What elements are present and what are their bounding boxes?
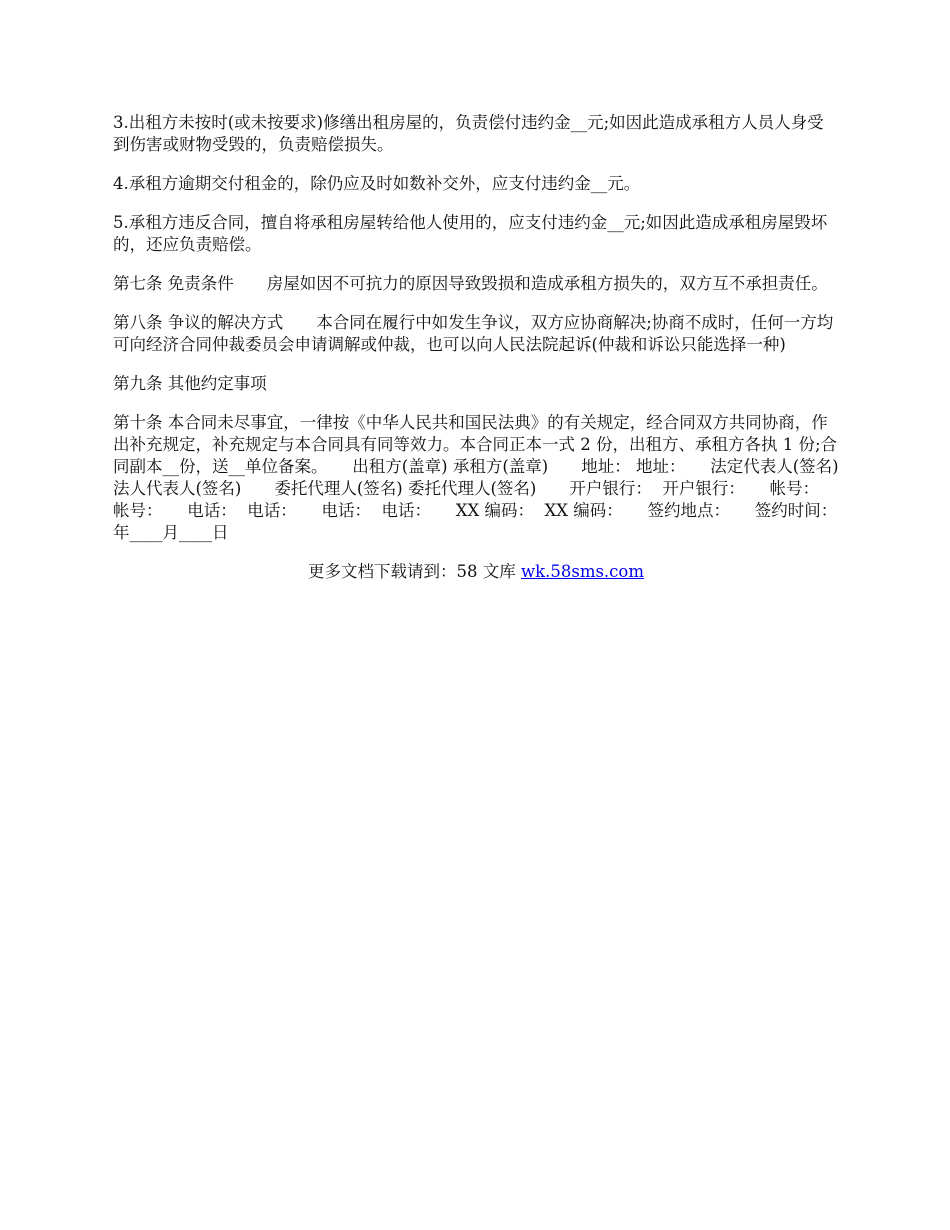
article-8-paragraph: 第八条 争议的解决方式 本合同在履行中如发生争议，双方应协商解决;协商不成时，任何一方均可向经济合同仲裁委员会申请调解或仲裁，也可以向人民法院起诉(仲裁和诉讼只能选择一种) <box>113 313 834 354</box>
footer-link[interactable]: wk.58sms.com <box>520 562 644 581</box>
clause-5-paragraph: 5.承租方违反合同，擅自将承租房屋转给他人使用的，应支付违约金__元;如因此造成承租房屋毁坏的，还应负责赔偿。 <box>113 213 828 254</box>
article-7-paragraph: 第七条 免责条件 房屋如因不可抗力的原因导致毁损和造成承租方损失的，双方互不承担责任。 <box>113 274 828 293</box>
clause-3-paragraph: 3.出租方未按时(或未按要求)修缮出租房屋的，负责偿付违约金__元;如因此造成承租方人员人身受到伤害或财物受毁的，负责赔偿损失。 <box>113 113 824 154</box>
footer-prefix: 更多文档下载请到：58 文库 <box>307 562 521 581</box>
document-body <box>113 112 844 583</box>
article-9-paragraph: 第九条 其他约定事项 <box>113 374 267 393</box>
clause-4-paragraph: 4.承租方逾期交付租金的，除仍应及时如数补交外，应支付违约金__元。 <box>113 174 641 193</box>
article-10-paragraph: 第十条 本合同未尽事宜，一律按《中华人民共和国民法典》的有关规定，经合同双方共同协商，作出补充规定，补充规定与本合同具有同等效力。本合同正本一式 2 份，出租方、承租方各执 1 份;合同副本__份，送__单位备案。 出租方(盖章) 承租方(盖章) 地址： 地址： 法定代表人(签名) 法人代表人(签名) 委托代理人(签名) 委托代理人(签名) 开户银行： 开户银行： 帐号： 帐号： 电话： 电话： 电话： 电话： XX 编码： XX 编码： 签约地点： 签约时间：年____月____日 <box>113 413 844 542</box>
download-footer <box>113 561 839 583</box>
